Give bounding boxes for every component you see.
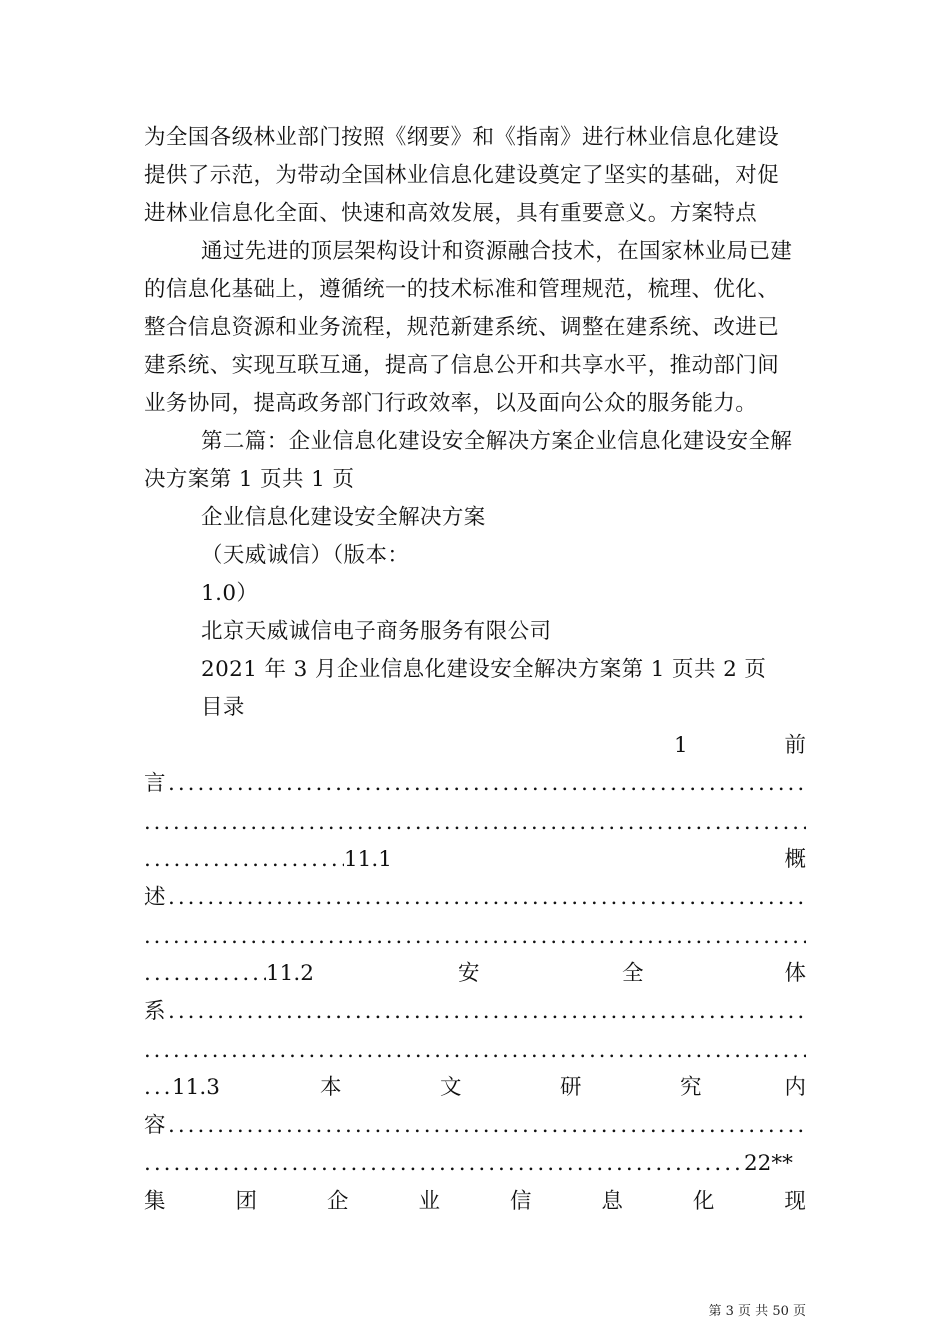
body-text-line: 提供了示范，为带动全国林业信息化建设奠定了坚实的基础，对促 (144, 163, 780, 188)
toc-word: 集 (144, 1189, 166, 1214)
toc-entry-line (144, 959, 806, 989)
cover-title: 企业信息化建设安全解决方案 (201, 505, 486, 530)
toc-entry-line (144, 845, 806, 875)
toc-word: 文 (440, 1075, 462, 1100)
toc-leader-dots (144, 1035, 806, 1065)
toc-leader-dots (144, 959, 266, 989)
toc-word: 化 (692, 1189, 715, 1214)
toc-word: 概 (784, 847, 806, 872)
toc-heading: 目录 (201, 695, 245, 720)
toc-word: 本 (320, 1075, 342, 1100)
toc-entry-line (144, 997, 806, 1027)
toc-word: 业 (418, 1189, 440, 1214)
toc-word: 研 (560, 1075, 582, 1100)
toc-word: 容 (144, 1113, 166, 1138)
toc-number: 22** (744, 1151, 793, 1176)
toc-word: 前 (784, 733, 806, 758)
toc-word: 系 (144, 999, 166, 1024)
toc-number: 11.3 (172, 1075, 220, 1100)
toc-word: 企 (326, 1189, 349, 1214)
toc-word: 体 (784, 961, 806, 986)
toc-entry-line (144, 731, 806, 761)
toc-word: 言 (144, 771, 166, 796)
toc-word: 信 (509, 1189, 532, 1214)
toc-leader-dots (144, 1149, 744, 1179)
toc-word: 团 (235, 1189, 257, 1214)
body-text-line: 进林业信息化全面、快速和高效发展，具有重要意义。方案特点 (144, 201, 758, 226)
toc-number: 11.1 (344, 847, 392, 872)
cover-line: （天威诚信）（版本： (201, 543, 410, 568)
toc-word: 究 (680, 1075, 702, 1100)
toc-entry-line (144, 1149, 806, 1179)
toc-leader-dots (144, 1073, 174, 1103)
section-heading-line: 第二篇：企业信息化建设安全解决方案企业信息化建设安全解 (201, 429, 793, 454)
section-heading-line: 决方案第 1 页共 1 页 (144, 467, 355, 492)
body-text-line: 业务协同，提高政务部门行政效率，以及面向公众的服务能力。 (144, 391, 758, 416)
toc-leader-dots (144, 921, 806, 951)
cover-company: 北京天威诚信电子商务服务有限公司 (201, 619, 552, 644)
toc-entry-line (144, 1187, 806, 1217)
body-text-line: 为全国各级林业部门按照《纲要》和《指南》进行林业信息化建设 (144, 125, 780, 150)
toc-word: 内 (784, 1075, 806, 1100)
toc-leader-dots (144, 845, 344, 875)
toc-word: 安 (458, 961, 480, 986)
toc-number: 1 (674, 733, 688, 758)
body-text-line: 的信息化基础上，遵循统一的技术标准和管理规范，梳理、优化、 (144, 277, 780, 302)
toc-leader-dots (168, 769, 806, 799)
cover-line: 1.0） (201, 581, 259, 606)
toc-leader-dots (168, 997, 806, 1027)
toc-word: 全 (622, 961, 644, 986)
toc-entry-line (144, 1111, 806, 1141)
toc-word: 述 (144, 885, 166, 910)
body-text-line: 通过先进的顶层架构设计和资源融合技术，在国家林业局已建 (201, 239, 793, 264)
toc-leader-dots (168, 1111, 806, 1141)
toc-entry-line (144, 769, 806, 799)
page-footer: 第 3 页 共 50 页 (708, 1304, 806, 1319)
toc-word: 息 (601, 1189, 623, 1214)
body-text-line: 建系统、实现互联互通，提高了信息公开和共享水平，推动部门间 (144, 353, 780, 378)
toc-entry-line (144, 883, 806, 913)
toc-number: 11.2 (266, 961, 314, 986)
body-text-line: 整合信息资源和业务流程，规范新建系统、调整在建系统、改进已 (144, 315, 780, 340)
cover-date-line: 2021 年 3 月企业信息化建设安全解决方案第 1 页共 2 页 (201, 657, 767, 682)
toc-leader-dots (144, 807, 806, 837)
toc-word: 现 (784, 1189, 806, 1214)
toc-leader-dots (168, 883, 806, 913)
toc-entry-line (144, 1073, 806, 1103)
